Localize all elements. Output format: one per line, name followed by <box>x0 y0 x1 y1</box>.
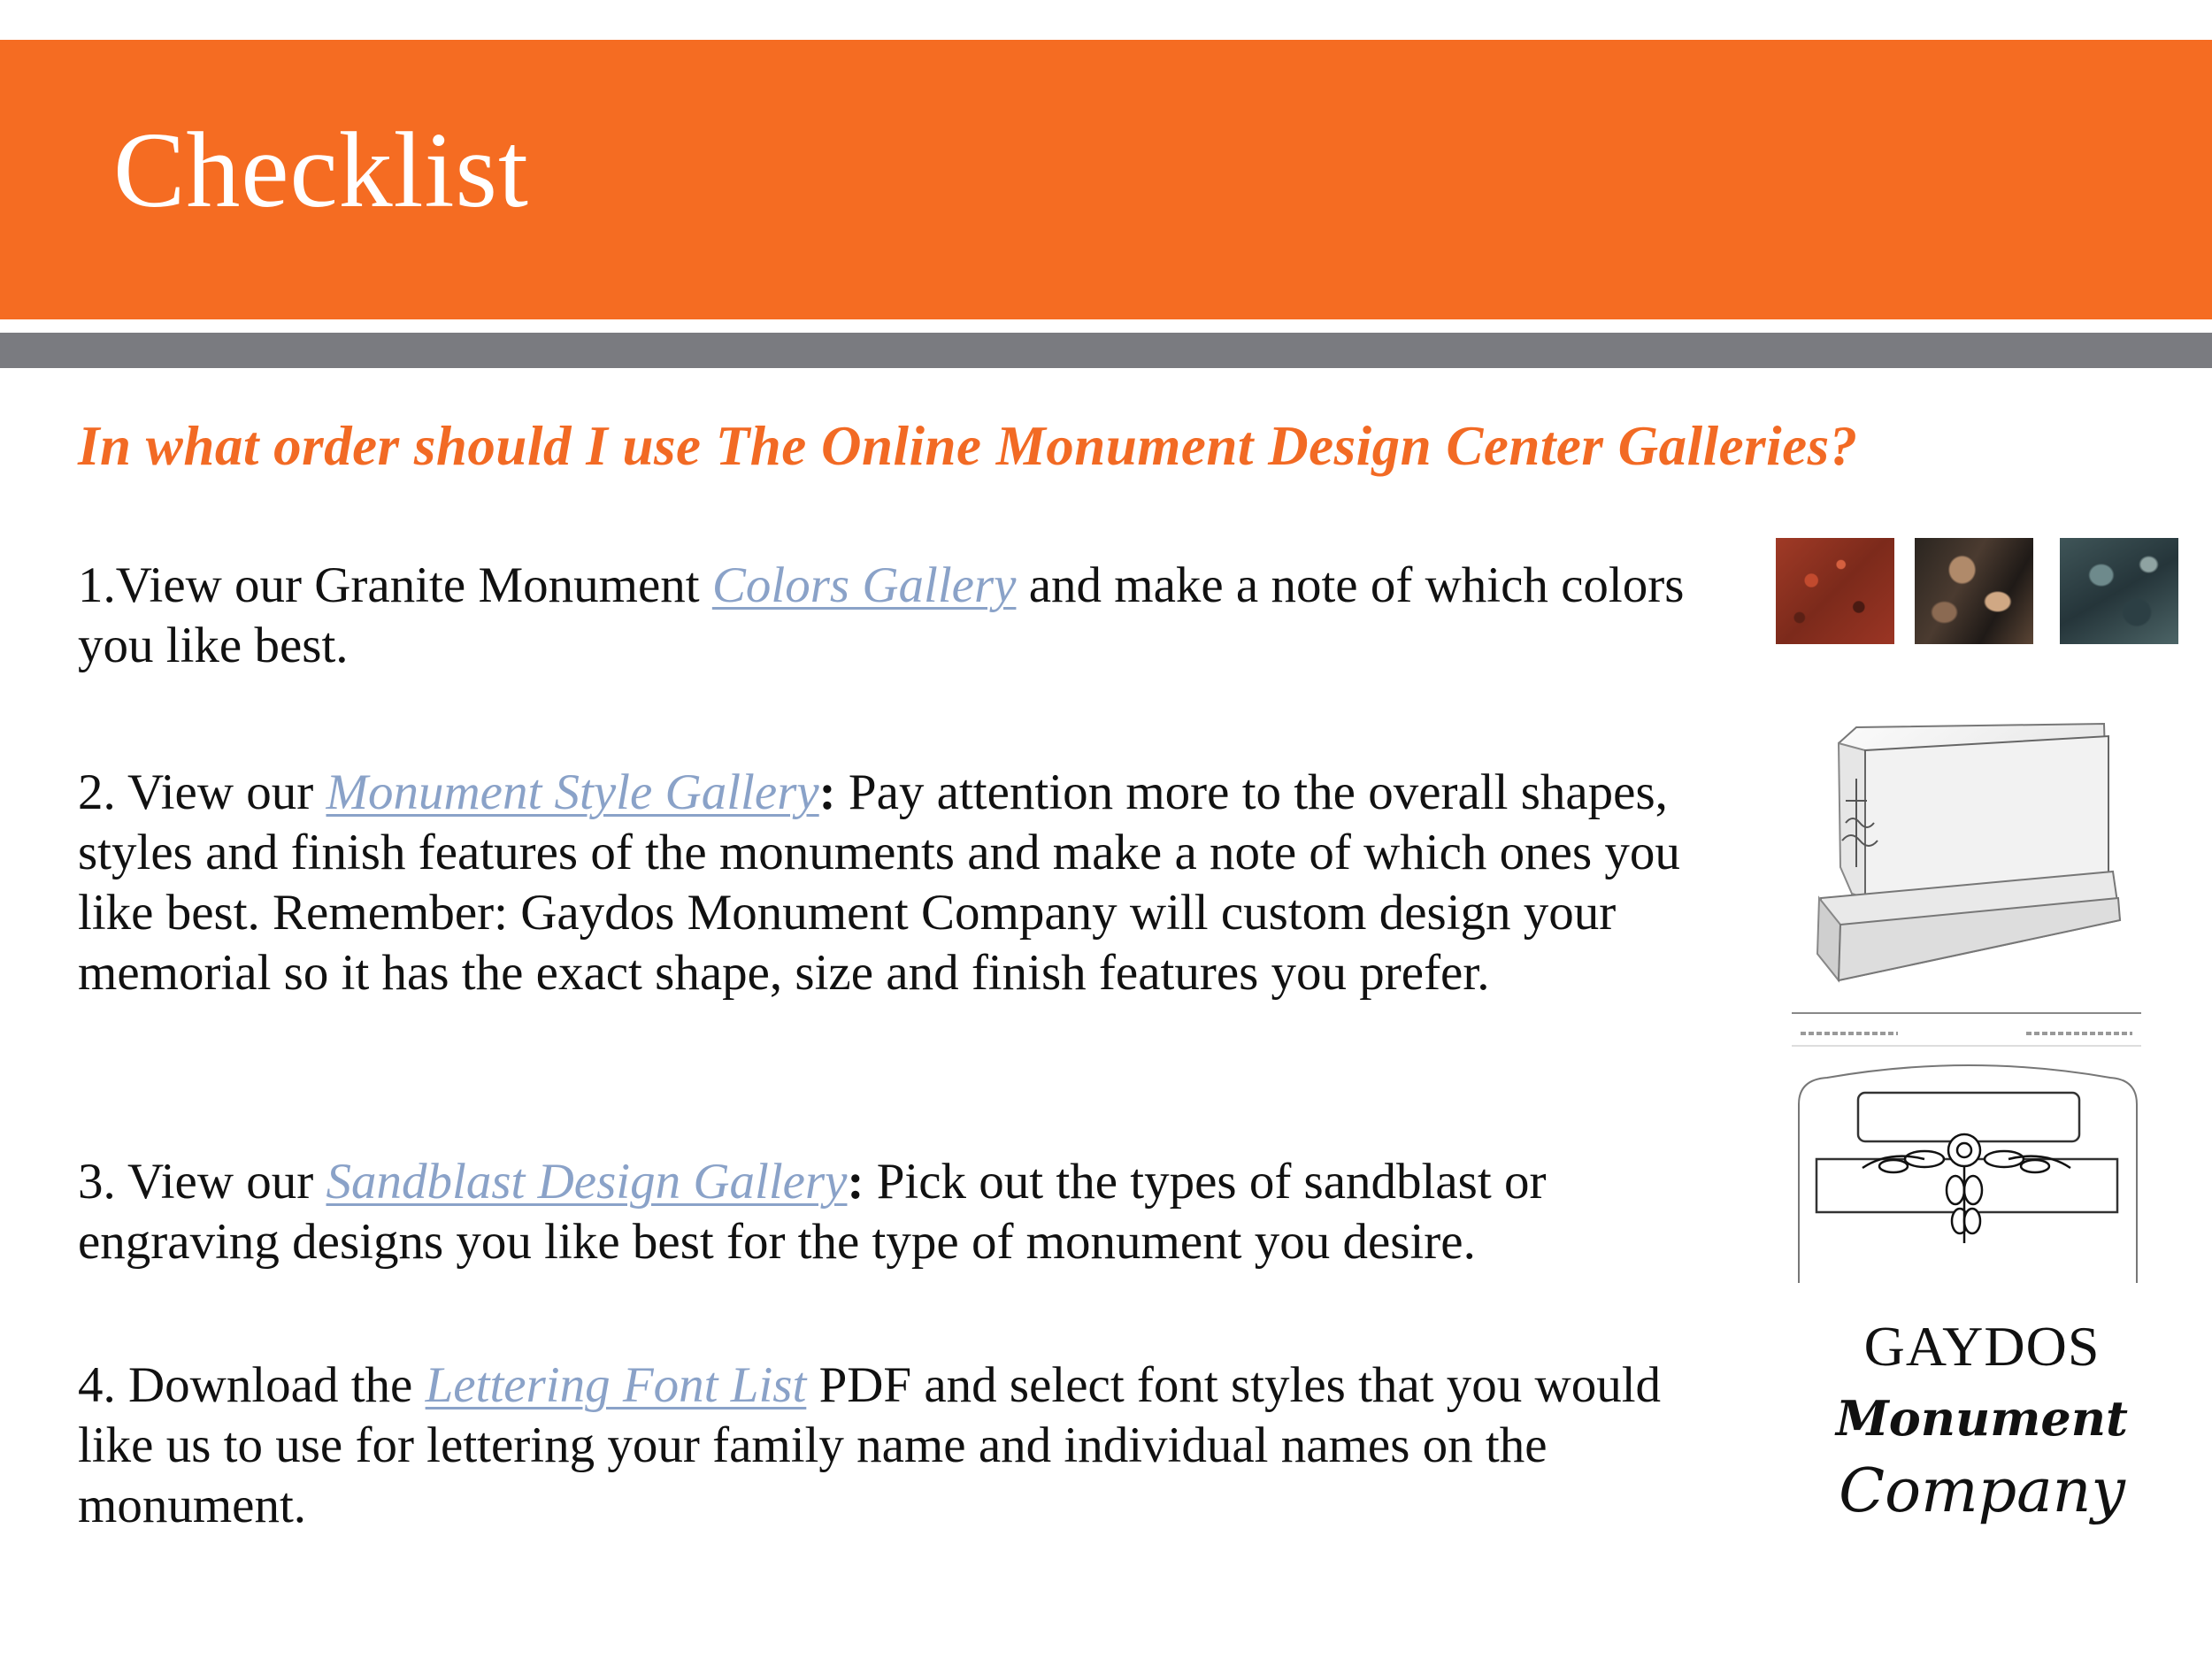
monument-sketch-image <box>1803 717 2122 987</box>
header-divider <box>0 333 2212 368</box>
brown-granite-swatch <box>1915 538 2033 644</box>
sandblast-design-gallery-link[interactable]: Sandblast Design Gallery <box>326 1154 848 1210</box>
lettering-font-list-link[interactable]: Lettering Font List <box>425 1357 807 1413</box>
checklist-step-2 <box>78 763 1741 1003</box>
subtitle-question: In what order should I use The Online Monument Design Center Galleries? <box>78 415 1858 477</box>
page-title: Checklist <box>113 111 529 230</box>
step-2-prefix: 2. View our <box>78 764 326 820</box>
step-3-colon: : <box>847 1154 864 1210</box>
step-1-prefix: 1.View our Granite Monument <box>78 557 712 613</box>
colors-gallery-link[interactable]: Colors Gallery <box>711 557 1017 613</box>
step-2-colon: : <box>818 764 836 820</box>
checklist-step-4 <box>78 1356 1741 1536</box>
logo-gaydos-text: GAYDOS <box>1863 1315 2101 1378</box>
red-granite-swatch <box>1776 538 1894 644</box>
monument-style-gallery-link[interactable]: Monument Style Gallery <box>326 764 819 820</box>
step-3-suffix: Pick out the types of sandblast or engraving designs you like best for the type of monument you desire. <box>78 1154 1547 1270</box>
logo-monument-text: Monument <box>1835 1390 2128 1447</box>
company-logo <box>1805 1315 2159 1526</box>
blue-granite-swatch <box>2060 538 2178 644</box>
step-1-suffix: and make a note of which colors you like best. <box>78 557 1685 673</box>
sandblast-blueprint-image <box>1792 1009 2141 1283</box>
step-2-suffix: Pay attention more to the overall shapes, styles and finish features of the monuments and make a note of which ones you like best. Remember: Gaydos Monument Company will custom design your memorial so it has the exact shape, size and finish features you prefer. <box>78 764 1680 1001</box>
step-3-prefix: 3. View our <box>78 1154 326 1210</box>
checklist-step-1 <box>78 556 1741 676</box>
checklist-step-3 <box>78 1152 1741 1272</box>
step-4-suffix: PDF and select font styles that you would like us to use for lettering your family name and individual names on the monument. <box>78 1357 1662 1533</box>
logo-company-text: Company <box>1839 1456 2125 1526</box>
step-4-prefix: 4. Download the <box>78 1357 426 1413</box>
